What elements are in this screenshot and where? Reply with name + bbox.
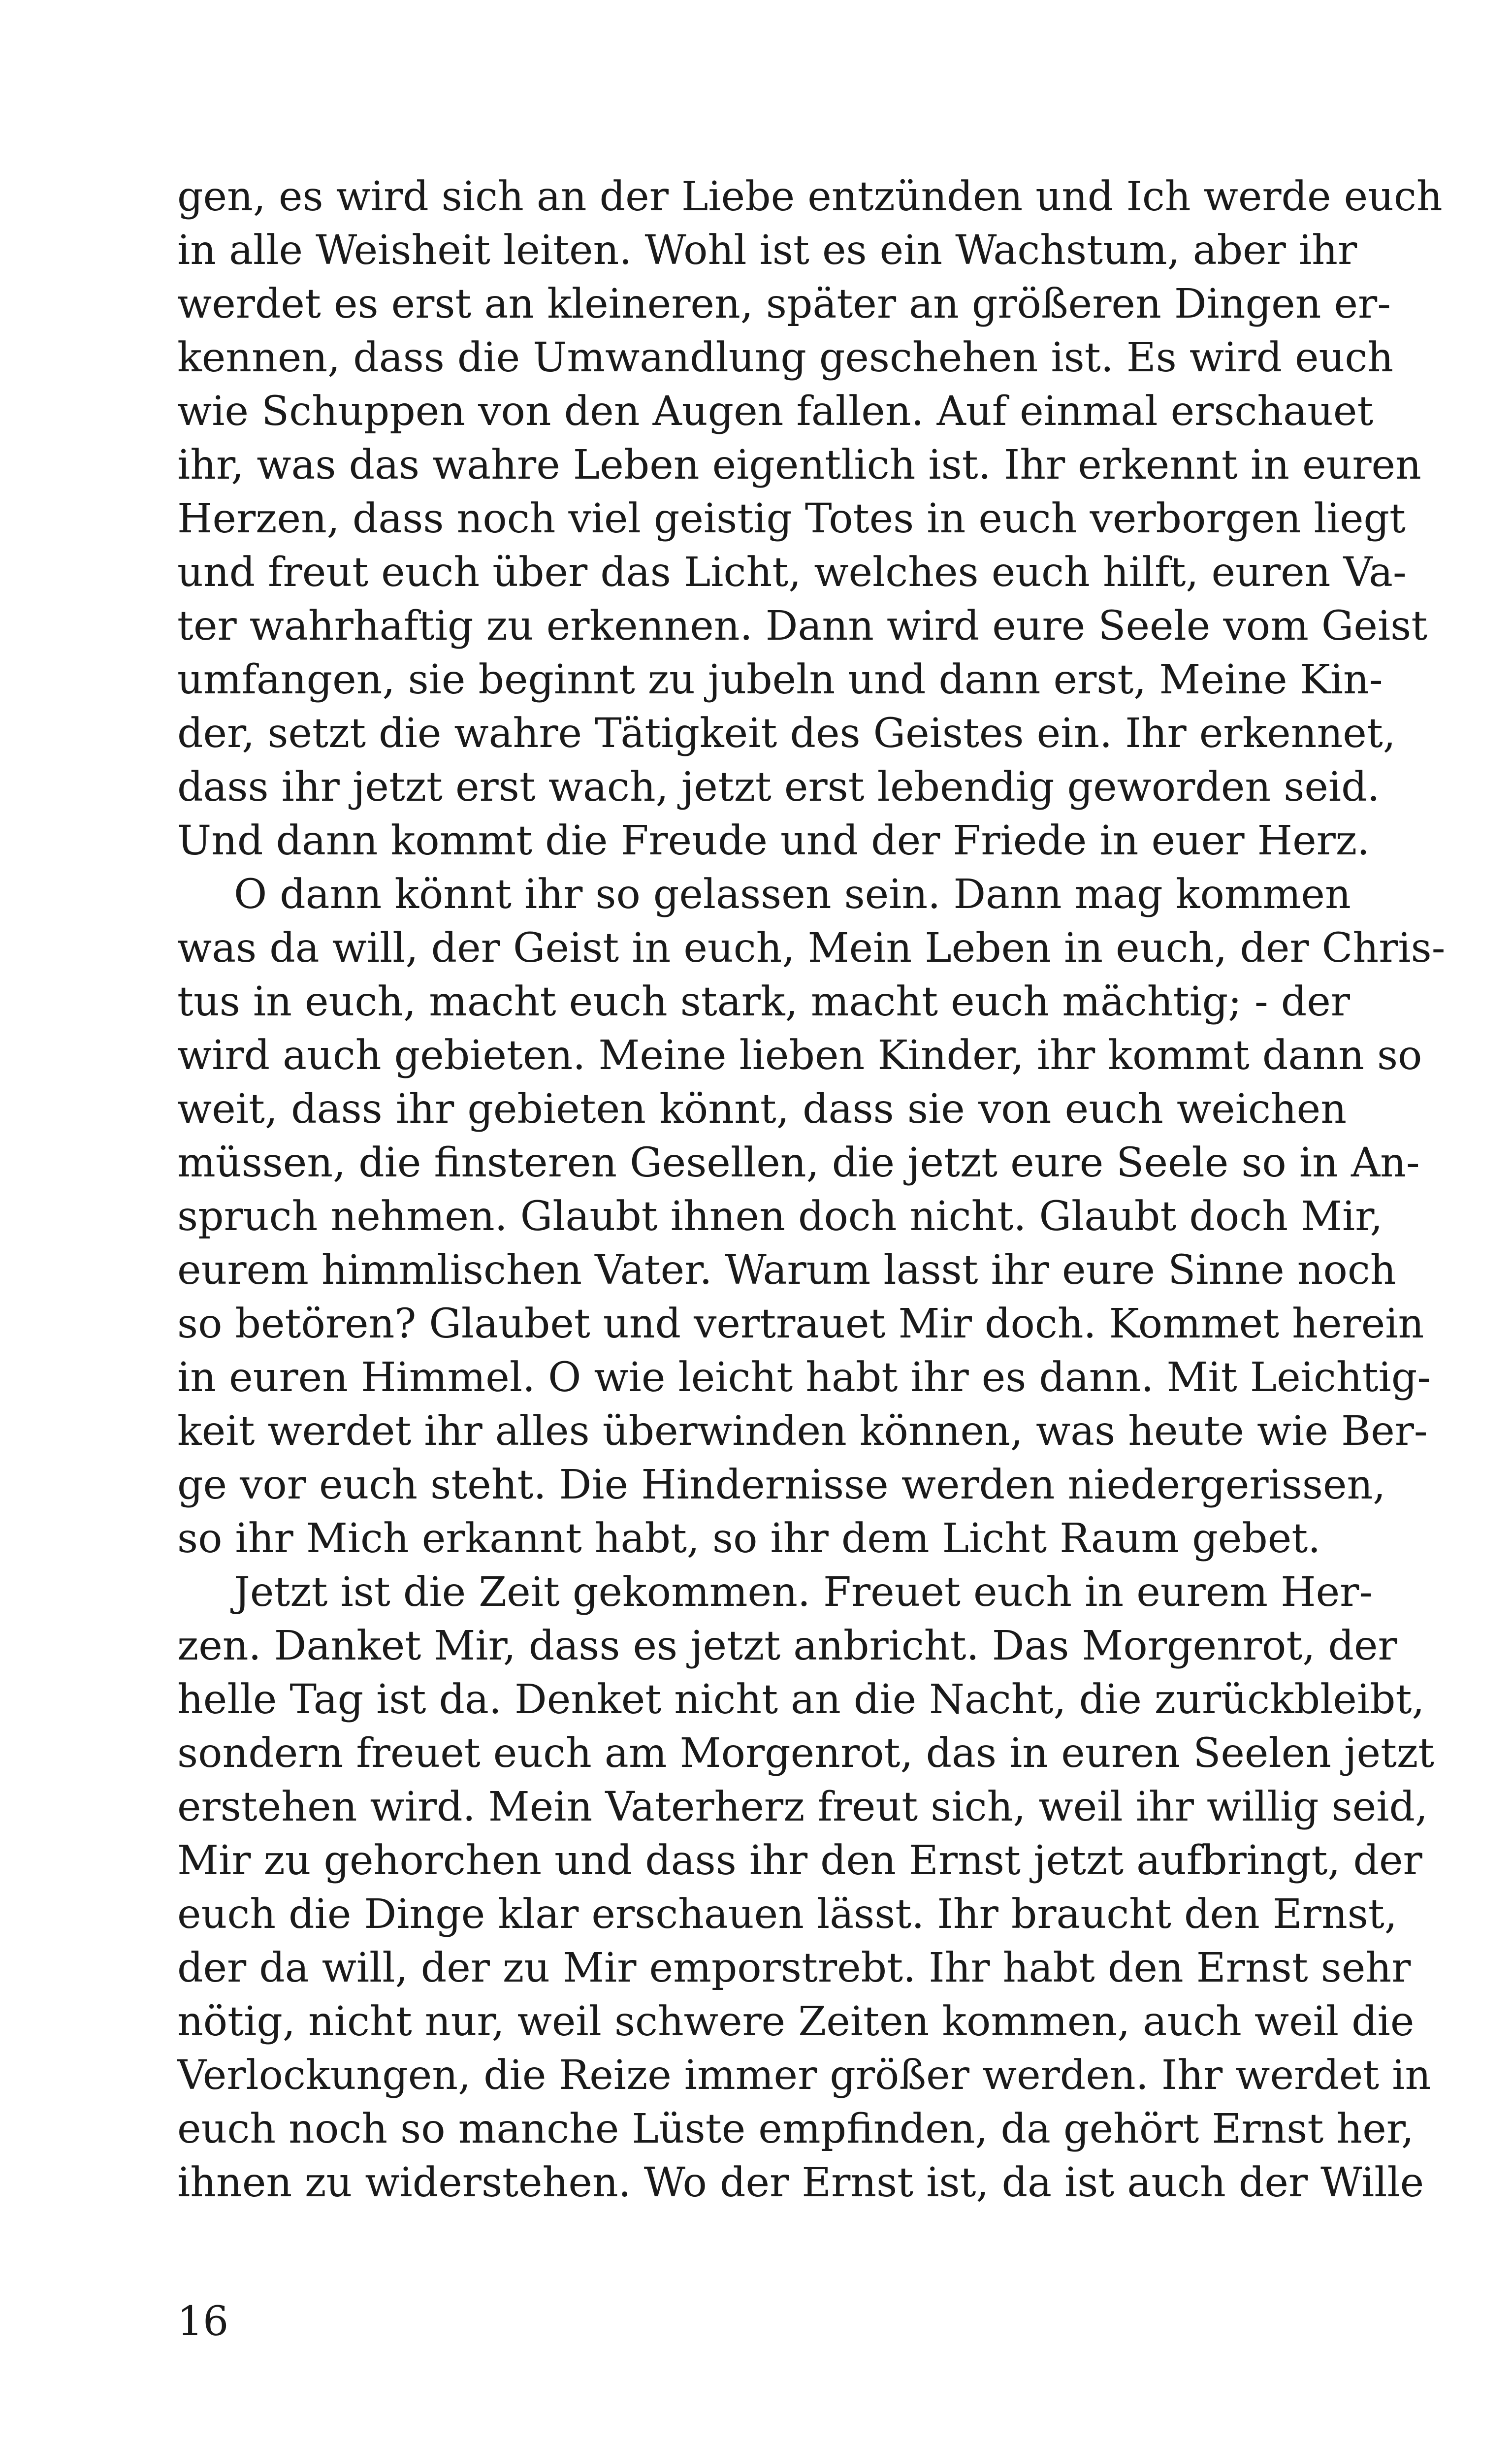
text-line: und freut euch über das Licht, welches euch hilft, euren Va- [177,549,1407,596]
text-line: helle Tag ist da. Denket nicht an die Nacht, die zurückbleibt, [177,1676,1425,1723]
text-line: so ihr Mich erkannt habt, so ihr dem Licht Raum gebet. [177,1515,1321,1562]
text-line: Mir zu gehorchen und dass ihr den Ernst jetzt aufbringt, der [177,1837,1422,1884]
text-line: Verlockungen, die Reize immer größer werden. Ihr werdet in [177,2052,1431,2099]
text-line: ihnen zu widerstehen. Wo der Ernst ist, da ist auch der Wille [177,2159,1424,2206]
text-line: euch die Dinge klar erschauen lässt. Ihr braucht den Ernst, [177,1891,1397,1938]
text-line: sondern freuet euch am Morgenrot, das in euren Seelen jetzt [177,1730,1435,1777]
text-line: ihr, was das wahre Leben eigentlich ist. Ihr erkennt in euren [177,442,1421,489]
text-line: eurem himmlischen Vater. Warum lasst ihr eure Sinne noch [177,1247,1396,1294]
text-line: wird auch gebieten. Meine lieben Kinder, ihr kommt dann so [177,1032,1422,1079]
text-line: gen, es wird sich an der Liebe entzünden und Ich werde euch [177,173,1443,220]
text-line: weit, dass ihr gebieten könnt, dass sie von euch weichen [177,1086,1347,1133]
text-line: Und dann kommt die Freude und der Friede in euer Herz. [177,817,1370,864]
text-line: Herzen, dass noch viel geistig Totes in euch verborgen liegt [177,495,1406,542]
paragraph [177,1565,1435,2210]
text-line: O dann könnt ihr so gelassen sein. Dann mag kommen [234,871,1351,918]
text-line: wie Schuppen von den Augen fallen. Auf einmal erschauet [177,388,1374,435]
paragraph [177,868,1446,1565]
text-line: kennen, dass die Umwandlung geschehen ist. Es wird euch [177,334,1394,381]
text-line: so betören? Glaubet und vertrauet Mir doch. Kommet herein [177,1301,1424,1347]
text-line: was da will, der Geist in euch, Mein Leben in euch, der Chris- [177,925,1446,972]
paragraph [177,170,1443,868]
text-line: umfangen, sie beginnt zu jubeln und dann erst, Meine Kin- [177,656,1383,703]
text-line: der da will, der zu Mir emporstrebt. Ihr habt den Ernst sehr [177,1945,1411,1991]
text-line: spruch nehmen. Glaubt ihnen doch nicht. Glaubt doch Mir, [177,1193,1383,1240]
text-line: Jetzt ist die Zeit gekommen. Freuet euch in eurem Her- [234,1569,1373,1616]
text-line: zen. Danket Mir, dass es jetzt anbricht. Das Morgenrot, der [177,1623,1397,1669]
text-line: werdet es erst an kleineren, später an größeren Dingen er- [177,281,1391,327]
text-line: müssen, die finsteren Gesellen, die jetzt eure Seele so in An- [177,1140,1420,1186]
text-line: euch noch so manche Lüste empfinden, da gehört Ernst her, [177,2106,1414,2152]
text-line: der, setzt die wahre Tätigkeit des Geistes ein. Ihr erkennet, [177,710,1396,757]
text-line: in alle Weisheit leiten. Wohl ist es ein Wachstum, aber ihr [177,227,1357,274]
page-number: 16 [177,2298,229,2345]
text-line: keit werdet ihr alles überwinden können, was heute wie Ber- [177,1408,1428,1455]
text-line: in euren Himmel. O wie leicht habt ihr es dann. Mit Leichtig- [177,1354,1431,1401]
text-line: ge vor euch steht. Die Hindernisse werden niedergerissen, [177,1462,1386,1508]
text-line: erstehen wird. Mein Vaterherz freut sich, weil ihr willig seid, [177,1784,1428,1830]
body-text [177,170,1446,2210]
text-line: nötig, nicht nur, weil schwere Zeiten kommen, auch weil die [177,1998,1415,2045]
text-line: ter wahrhaftig zu erkennen. Dann wird eure Seele vom Geist [177,603,1428,650]
text-line: tus in euch, macht euch stark, macht euch mächtig; - der [177,978,1350,1025]
text-line: dass ihr jetzt erst wach, jetzt erst lebendig geworden seid. [177,764,1380,811]
